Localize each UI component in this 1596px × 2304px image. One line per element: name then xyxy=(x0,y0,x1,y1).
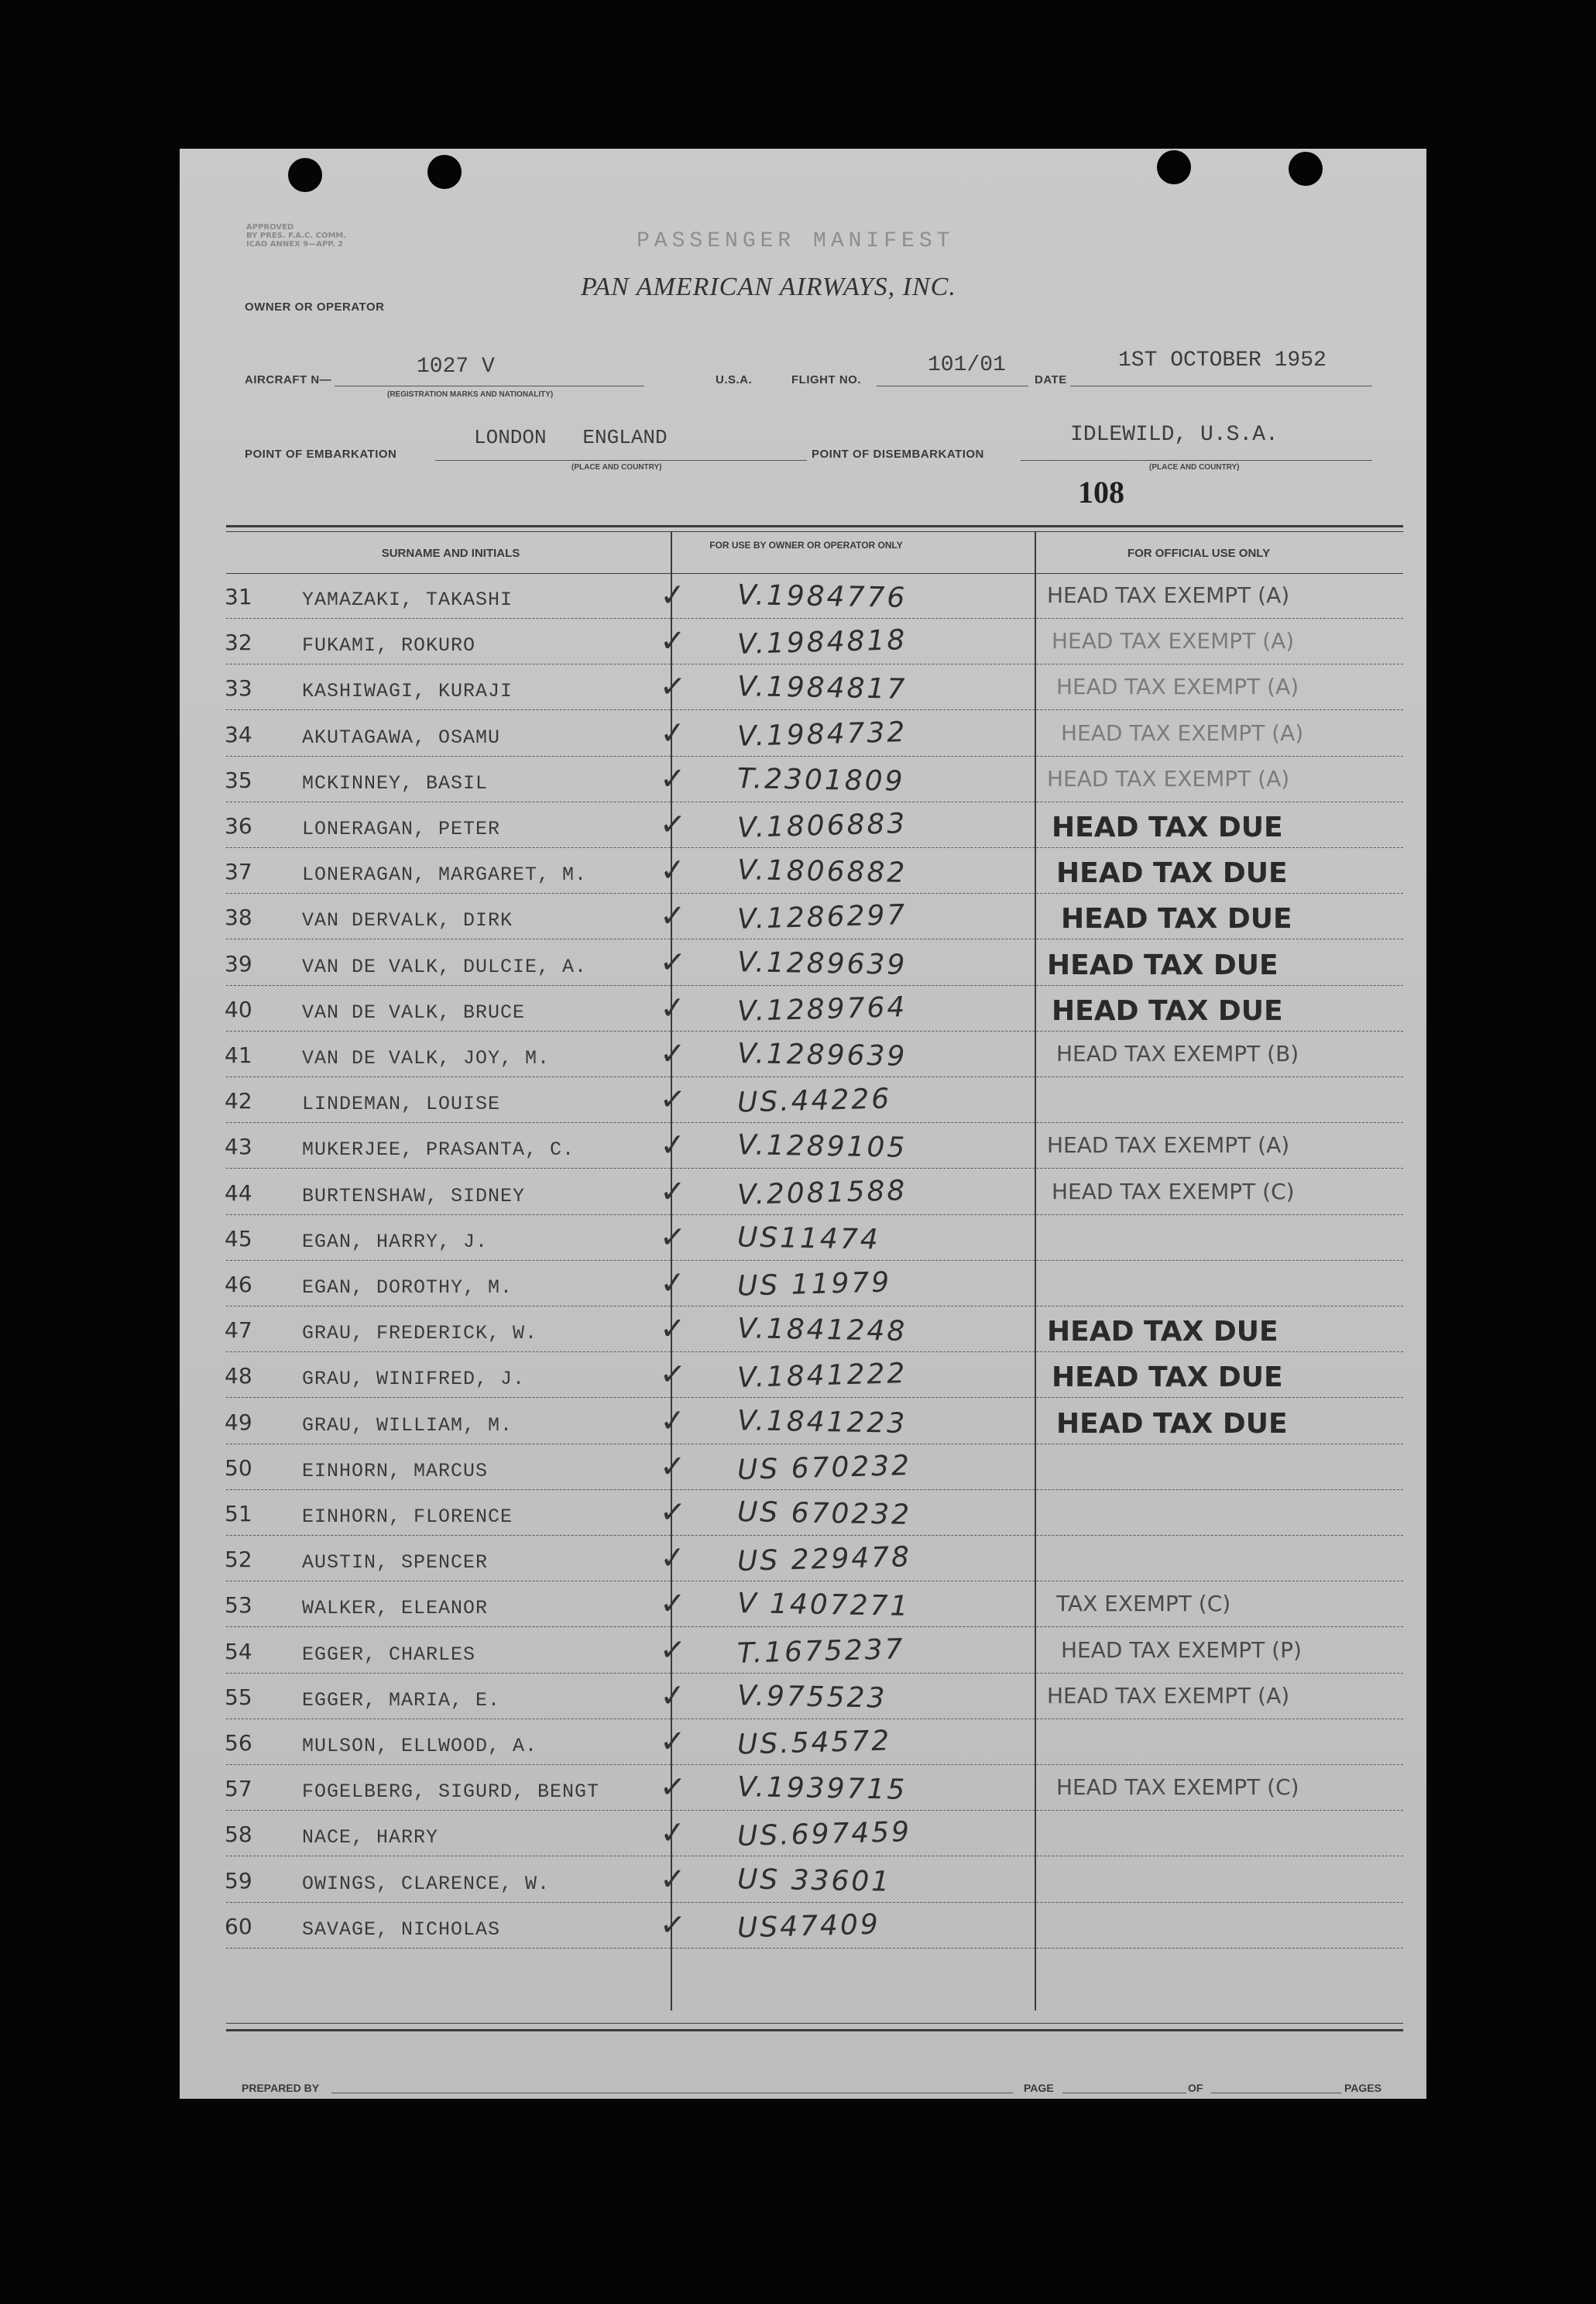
check-mark: ✓ xyxy=(658,852,688,890)
visa-number: V.1289105 xyxy=(736,1129,908,1165)
disembark-value: IDLEWILD, U.S.A. xyxy=(1070,423,1279,447)
official-remark: HEAD TAX DUE xyxy=(1047,949,1279,981)
passenger-name: EGAN, DOROTHY, M. xyxy=(302,1276,513,1299)
approval-line: ICAO ANNEX 9—APP. 2 xyxy=(246,240,344,249)
check-mark: ✓ xyxy=(658,1906,688,1944)
visa-number: V.1806882 xyxy=(736,854,908,890)
embark-place-note: (PLACE AND COUNTRY) xyxy=(571,463,662,472)
check-mark: ✓ xyxy=(658,1815,688,1852)
passenger-name: NACE, HARRY xyxy=(302,1826,439,1849)
table-row xyxy=(180,757,1426,802)
row-number: 33 xyxy=(225,675,252,702)
table-row xyxy=(180,1032,1426,1077)
check-mark: ✓ xyxy=(660,1311,686,1348)
registration-note: (REGISTRATION MARKS AND NATIONALITY) xyxy=(387,390,554,399)
row-number: 51 xyxy=(225,1501,252,1526)
aircraft-label: AIRCRAFT N— xyxy=(245,373,332,386)
visa-number: V.1984732 xyxy=(736,716,908,753)
passenger-name: KASHIWAGI, KURAJI xyxy=(302,680,513,703)
table-row xyxy=(180,894,1426,939)
visa-number: V.1841223 xyxy=(736,1404,908,1440)
row-number: 38 xyxy=(225,905,252,931)
embark-label: POINT OF EMBARKATION xyxy=(245,448,397,461)
row-number: 32 xyxy=(225,630,252,656)
disembark-line xyxy=(1021,460,1372,461)
table-row xyxy=(180,1307,1426,1352)
check-mark: ✓ xyxy=(658,805,688,844)
table-row xyxy=(180,1490,1426,1536)
row-number: 42 xyxy=(225,1088,252,1114)
header-official-use: FOR OFFICIAL USE ONLY xyxy=(1127,547,1271,560)
official-remark: HEAD TAX DUE xyxy=(1052,1361,1283,1394)
pages-label: PAGES xyxy=(1344,2082,1381,2094)
official-remark: HEAD TAX EXEMPT (A) xyxy=(1061,719,1304,746)
table-row xyxy=(180,711,1426,757)
visa-number: V.1289639 xyxy=(736,946,908,981)
passenger-name: GRAU, WINIFRED, J. xyxy=(302,1368,526,1391)
visa-number: US11474 xyxy=(736,1221,881,1256)
row-number: 47 xyxy=(225,1317,252,1344)
passenger-name: FOGELBERG, SIGURD, BENGT xyxy=(302,1780,600,1804)
row-number: 50 xyxy=(225,1454,252,1481)
official-remark: HEAD TAX EXEMPT (A) xyxy=(1056,674,1299,700)
row-number: 37 xyxy=(225,859,252,885)
passenger-name: MUKERJEE, PRASANTA, C. xyxy=(302,1138,575,1162)
official-remark: HEAD TAX DUE xyxy=(1056,857,1288,890)
check-mark: ✓ xyxy=(660,1448,686,1485)
row-number: 44 xyxy=(225,1179,252,1206)
visa-number: T.1675237 xyxy=(736,1633,905,1670)
table-row xyxy=(180,573,1426,619)
row-number: 55 xyxy=(225,1684,252,1710)
passenger-name: WALKER, ELEANOR xyxy=(302,1597,489,1620)
check-mark: ✓ xyxy=(658,1402,688,1440)
row-number: 59 xyxy=(225,1867,252,1894)
visa-number: V.1939715 xyxy=(736,1771,908,1807)
table-row xyxy=(180,1352,1426,1398)
table-row xyxy=(180,1674,1426,1719)
visa-number: V.1289764 xyxy=(736,991,908,1028)
check-mark: ✓ xyxy=(658,1677,688,1715)
table-row xyxy=(180,1215,1426,1261)
check-mark: ✓ xyxy=(658,668,688,706)
of-label: OF xyxy=(1188,2082,1203,2094)
visa-number: V.1984776 xyxy=(736,579,908,614)
row-number: 53 xyxy=(225,1592,252,1619)
passenger-name: GRAU, FREDERICK, W. xyxy=(302,1322,538,1345)
check-mark: ✓ xyxy=(658,989,688,1027)
official-remark: HEAD TAX EXEMPT (A) xyxy=(1047,582,1290,608)
visa-number: US.54572 xyxy=(736,1725,892,1761)
row-number: 35 xyxy=(225,767,252,793)
check-mark: ✓ xyxy=(658,576,688,615)
visa-number: V.1984817 xyxy=(736,671,908,706)
aircraft-value: 1027 V xyxy=(417,355,495,379)
manifest-sheet xyxy=(180,149,1426,2099)
passenger-name: AKUTAGAWA, OSAMU xyxy=(302,726,501,749)
visa-number: V.1289639 xyxy=(736,1038,908,1073)
table-row xyxy=(180,1077,1426,1123)
check-mark: ✓ xyxy=(658,1081,688,1119)
page-stamp: 108 xyxy=(1078,475,1124,510)
visa-number: US 670232 xyxy=(736,1496,912,1531)
table-row xyxy=(180,1169,1426,1215)
table-row xyxy=(180,1765,1426,1811)
table-row xyxy=(180,1811,1426,1856)
check-mark: ✓ xyxy=(658,1264,688,1303)
passenger-name: SAVAGE, NICHOLAS xyxy=(302,1918,501,1941)
row-number: 40 xyxy=(225,996,252,1022)
visa-number: T.2301809 xyxy=(736,762,905,798)
table-row xyxy=(180,1399,1426,1444)
table-row xyxy=(180,1903,1426,1949)
passenger-name: VAN DERVALK, DIRK xyxy=(302,909,513,932)
visa-number: V.1841248 xyxy=(736,1313,908,1348)
table-row xyxy=(180,986,1426,1032)
approval-line: APPROVED xyxy=(246,223,294,232)
row-number: 34 xyxy=(225,721,252,747)
row-number: 54 xyxy=(225,1638,252,1664)
check-mark: ✓ xyxy=(660,1724,686,1760)
table-row xyxy=(180,1444,1426,1490)
table-top-rule xyxy=(226,525,1403,527)
passenger-name: EGAN, HARRY, J. xyxy=(302,1230,489,1253)
passenger-name: LINDEMAN, LOUISE xyxy=(302,1093,501,1116)
page-label: PAGE xyxy=(1024,2082,1054,2094)
check-mark: ✓ xyxy=(658,1493,688,1532)
passenger-name: AUSTIN, SPENCER xyxy=(302,1551,489,1574)
visa-number: V.1806883 xyxy=(736,808,908,844)
check-mark: ✓ xyxy=(658,1127,688,1165)
approval-line: BY PRES. F.A.C. COMM. xyxy=(246,232,347,240)
table-row xyxy=(180,1628,1426,1674)
table-row xyxy=(180,848,1426,894)
passenger-name: LONERAGAN, PETER xyxy=(302,818,501,840)
date-label: DATE xyxy=(1035,373,1067,386)
table-row xyxy=(180,1581,1426,1627)
check-mark: ✓ xyxy=(658,714,688,752)
embark-line xyxy=(435,460,807,461)
official-remark: HEAD TAX EXEMPT (C) xyxy=(1056,1774,1299,1801)
row-number: 41 xyxy=(225,1042,252,1068)
check-mark: ✓ xyxy=(660,1036,686,1072)
official-remark: HEAD TAX EXEMPT (A) xyxy=(1047,765,1290,791)
table-row xyxy=(180,1719,1426,1765)
punch-hole xyxy=(427,155,462,189)
passenger-name: EGGER, CHARLES xyxy=(302,1643,476,1666)
check-mark: ✓ xyxy=(658,1356,688,1394)
row-number: 46 xyxy=(225,1272,252,1297)
operator-label: OWNER OR OPERATOR xyxy=(245,300,385,314)
passenger-name: EINHORN, MARCUS xyxy=(302,1459,489,1482)
table-row xyxy=(180,1123,1426,1169)
date-value: 1ST OCTOBER 1952 xyxy=(1118,349,1327,373)
table-bottom-rule xyxy=(226,2029,1403,2031)
check-mark: ✓ xyxy=(660,1173,686,1210)
passenger-name: VAN DE VALK, DULCIE, A. xyxy=(302,955,588,978)
row-rule xyxy=(226,1948,1403,1949)
official-remark: HEAD TAX DUE xyxy=(1052,812,1283,843)
visa-number: V.975523 xyxy=(736,1680,887,1715)
official-remark: HEAD TAX DUE xyxy=(1056,1407,1288,1440)
table-row xyxy=(180,940,1426,986)
official-remark: HEAD TAX EXEMPT (A) xyxy=(1047,1682,1290,1708)
table-bottom-rule xyxy=(226,2023,1403,2024)
table-row xyxy=(180,1857,1426,1903)
passenger-name: MULSON, ELLWOOD, A. xyxy=(302,1735,538,1757)
passenger-name: OWINGS, CLARENCE, W. xyxy=(302,1872,551,1895)
punch-hole xyxy=(1157,150,1191,184)
disembark-place-note: (PLACE AND COUNTRY) xyxy=(1149,463,1240,472)
official-remark: HEAD TAX EXEMPT (A) xyxy=(1047,1132,1290,1159)
check-mark: ✓ xyxy=(660,898,686,935)
row-number: 43 xyxy=(225,1134,252,1160)
row-number: 36 xyxy=(225,813,252,839)
check-mark: ✓ xyxy=(658,1540,688,1578)
passenger-name: EINHORN, FLORENCE xyxy=(302,1506,513,1528)
header-surname: SURNAME AND INITIALS xyxy=(381,547,520,560)
passenger-name: BURTENSHAW, SIDNEY xyxy=(302,1184,526,1207)
row-number: 31 xyxy=(225,584,252,609)
approval-stamp xyxy=(246,223,346,249)
check-mark: ✓ xyxy=(658,1769,688,1807)
prepared-by-label: PREPARED BY xyxy=(242,2082,320,2094)
disembark-label: POINT OF DISEMBARKATION xyxy=(812,448,984,461)
flight-label: FLIGHT NO. xyxy=(791,373,861,386)
table-row xyxy=(180,619,1426,664)
passenger-name: VAN DE VALK, JOY, M. xyxy=(302,1047,551,1070)
row-number: 57 xyxy=(225,1776,252,1802)
official-remark: HEAD TAX EXEMPT (P) xyxy=(1061,1636,1302,1663)
visa-number: V.1286297 xyxy=(736,899,908,936)
official-remark: HEAD TAX DUE xyxy=(1047,1316,1279,1348)
visa-number: V 1407271 xyxy=(736,1588,911,1623)
check-mark: ✓ xyxy=(660,623,686,660)
operator-name: PAN AMERICAN AIRWAYS, INC. xyxy=(581,273,956,301)
check-mark: ✓ xyxy=(658,943,688,981)
punch-hole xyxy=(1289,152,1323,186)
visa-number: V.2081588 xyxy=(736,1174,908,1211)
table-top-rule xyxy=(226,531,1403,532)
official-remark: HEAD TAX EXEMPT (A) xyxy=(1052,628,1295,654)
embark-value: LONDON ENGLAND xyxy=(474,426,668,449)
visa-number: US 229478 xyxy=(736,1541,912,1578)
row-number: 48 xyxy=(225,1363,252,1389)
passenger-name: YAMAZAKI, TAKASHI xyxy=(302,589,513,611)
passenger-name: EGGER, MARIA, E. xyxy=(302,1688,501,1712)
row-number: 58 xyxy=(225,1822,252,1848)
visa-number: US47409 xyxy=(736,1908,881,1945)
check-mark: ✓ xyxy=(658,1218,688,1256)
official-remark: TAX EXEMPT (C) xyxy=(1056,1591,1231,1617)
row-number: 39 xyxy=(225,950,252,977)
check-mark: ✓ xyxy=(660,1586,686,1622)
header-owner-use: FOR USE BY OWNER OR OPERATOR ONLY xyxy=(709,540,903,551)
row-number: 49 xyxy=(225,1409,252,1435)
official-remark: HEAD TAX EXEMPT (B) xyxy=(1056,1041,1299,1066)
row-number: 56 xyxy=(225,1730,252,1756)
check-mark: ✓ xyxy=(660,1861,686,1897)
passenger-name: GRAU, WILLIAM, M. xyxy=(302,1413,513,1437)
visa-number: US.44226 xyxy=(736,1083,892,1119)
usa-label: U.S.A. xyxy=(716,373,753,386)
check-mark: ✓ xyxy=(660,761,686,797)
passenger-name: LONERAGAN, MARGARET, M. xyxy=(302,864,588,887)
table-row xyxy=(180,802,1426,848)
visa-number: US 11979 xyxy=(736,1266,892,1303)
visa-number: US 670232 xyxy=(736,1449,912,1486)
official-remark: HEAD TAX EXEMPT (C) xyxy=(1052,1178,1295,1204)
official-remark: HEAD TAX DUE xyxy=(1061,903,1292,936)
passenger-name: VAN DE VALK, BRUCE xyxy=(302,1001,526,1024)
visa-number: V.1841222 xyxy=(736,1358,908,1395)
row-number: 45 xyxy=(225,1225,252,1252)
punch-hole xyxy=(288,158,322,192)
passenger-name: FUKAMI, ROKURO xyxy=(302,634,476,658)
visa-number: US 33601 xyxy=(736,1863,892,1898)
official-remark: HEAD TAX DUE xyxy=(1052,994,1283,1027)
check-mark: ✓ xyxy=(658,1631,688,1669)
form-title: PASSENGER MANIFEST xyxy=(637,229,955,253)
visa-number: US.697459 xyxy=(736,1816,912,1853)
table-row xyxy=(180,664,1426,710)
row-number: 52 xyxy=(225,1547,252,1573)
table-row xyxy=(180,1536,1426,1581)
visa-number: V.1984818 xyxy=(736,624,908,661)
table-row xyxy=(180,1261,1426,1307)
flight-value: 101/01 xyxy=(928,353,1006,377)
row-number: 60 xyxy=(225,1913,252,1939)
passenger-name: MCKINNEY, BASIL xyxy=(302,771,489,795)
